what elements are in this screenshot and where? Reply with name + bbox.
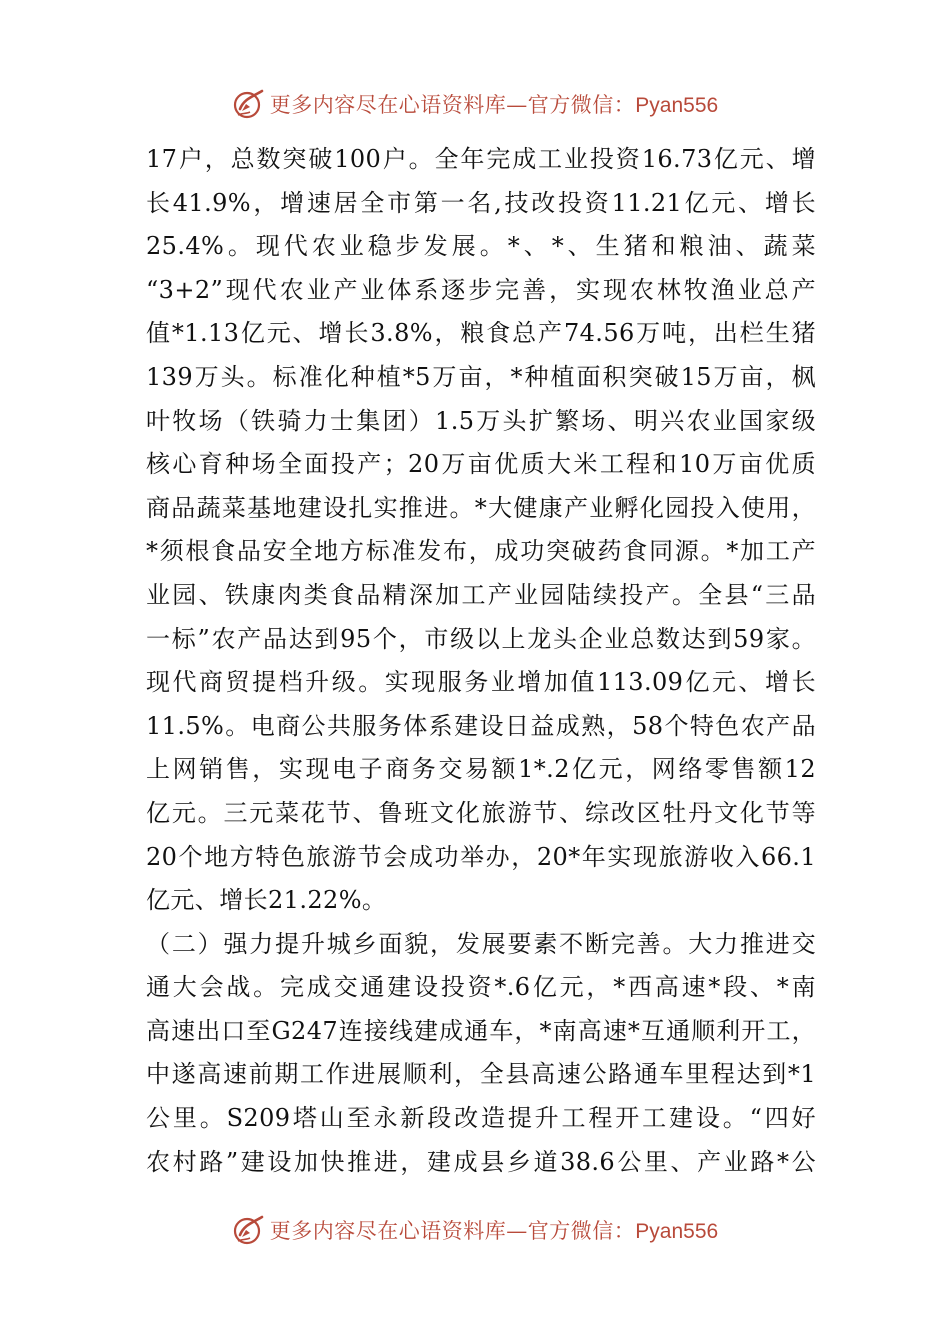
text-line: 20个地方特色旅游节会成功举办，20*年实现旅游收入66.1 <box>146 842 816 871</box>
text-line: 25.4%。现代农业稳步发展。*、*、生猪和粮油、蔬菜 <box>146 232 816 261</box>
text-line: 长41.9%，增速居全市第一名,技改投资11.21亿元、增长 <box>146 188 816 217</box>
text-line: 上网销售，实现电子商务交易额1*.2亿元，网络零售额12 <box>146 755 816 784</box>
text-line: “3+2”现代农业产业体系逐步完善，实现农林牧渔业总产 <box>146 275 816 304</box>
text-line: 中遂高速前期工作进展顺利，全县高速公路通车里程达到*1 <box>146 1060 816 1089</box>
text-line: 11.5%。电商公共服务体系建设日益成熟，58个特色农产品 <box>146 711 816 740</box>
text-line: 一标”农产品达到95个，市级以上龙头企业总数达到59家。 <box>146 624 816 653</box>
text-line: 农村路”建设加快推进，建成县乡道38.6公里、产业路*公 <box>146 1147 816 1176</box>
watermark-text: 更多内容尽在心语资料库—官方微信：Pyan556 <box>269 1219 719 1243</box>
text-line: 亿元。三元菜花节、鲁班文化旅游节、综改区牡丹文化节等 <box>146 798 816 827</box>
text-line: 亿元、增长21.22%。 <box>146 886 387 915</box>
text-line: 通大会战。完成交通建设投资*.6亿元，*西高速*段、*南 <box>146 973 816 1002</box>
document-body <box>146 138 816 1184</box>
text-line: 139万头。标准化种植*5万亩，*种植面积突破15万亩，枫 <box>146 362 816 391</box>
text-line: 核心育种场全面投产；20万亩优质大米工程和10万亩优质 <box>146 450 816 479</box>
section-heading-line: （二）强力提升城乡面貌，发展要素不断完善。大力推进交 <box>146 929 816 958</box>
text-line: 高速出口至G247连接线建成通车，*南高速*互通顺利开工， <box>146 1016 816 1045</box>
watermark-wechat-id: Pyan556 <box>635 1220 719 1243</box>
text-line: 17户，总数突破100户。全年完成工业投资16.73亿元、增 <box>146 145 816 173</box>
text-line: 商品蔬菜基地建设扎实推进。*大健康产业孵化园投入使用， <box>146 493 816 522</box>
text-line: *须根食品安全地方标准发布，成功突破药食同源。*加工产 <box>146 537 816 566</box>
text-line: 公里。S209塔山至永新段改造提升工程开工建设。“四好 <box>146 1104 816 1133</box>
text-line: 值*1.13亿元、增长3.8%，粮食总产74.56万吨，出栏生猪 <box>146 319 816 348</box>
watermark-text: 更多内容尽在心语资料库—官方微信：Pyan556 <box>269 93 719 117</box>
footer-watermark <box>0 1210 950 1250</box>
text-line: 业园、铁康肉类食品精深加工产业园陆续投产。全县“三品 <box>146 580 816 609</box>
pen-logo-icon <box>232 87 266 121</box>
text-line: 叶牧场（铁骑力士集团）1.5万头扩繁场、明兴农业国家级 <box>146 406 816 435</box>
watermark-wechat-id: Pyan556 <box>635 94 719 117</box>
pen-logo-icon <box>232 1213 266 1247</box>
header-watermark <box>0 84 950 124</box>
text-line: 现代商贸提档升级。实现服务业增加值113.09亿元、增长 <box>146 668 816 697</box>
